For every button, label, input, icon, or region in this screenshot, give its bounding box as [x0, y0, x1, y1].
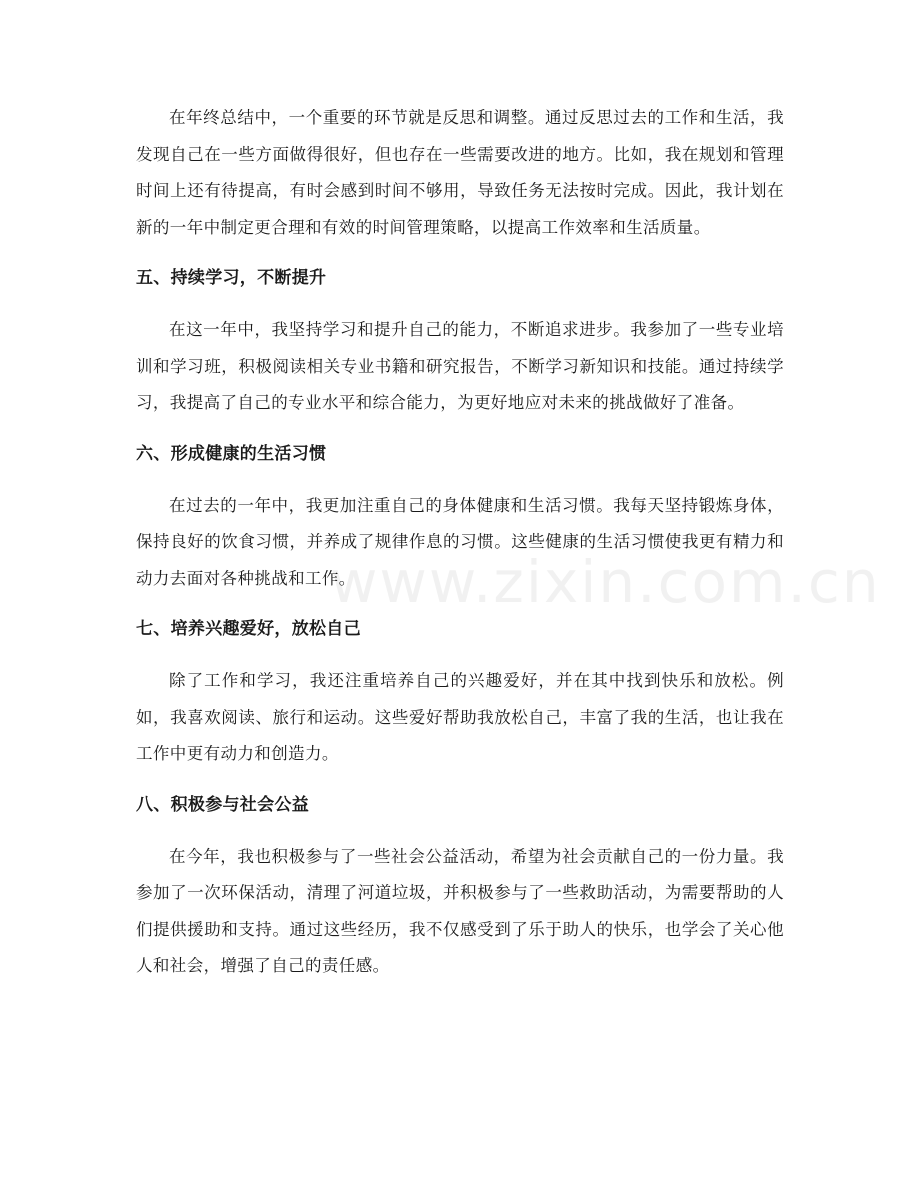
paragraph-reflection: 在年终总结中，一个重要的环节就是反思和调整。通过反思过去的工作和生活，我发现自己在一些方面做得很好，但也存在一些需要改进的地方。比如，我在规划和管理时间上还有待提高，有时会感到时间不够用，导致任务无法按时完成。因此，我计划在新的一年中制定更合理和有效的时间管理策略，以提高工作效率和生活质量。 [136, 108, 784, 237]
heading-hobbies: 七、培养兴趣爱好，放松自己 [136, 619, 361, 639]
heading-healthy-habits: 六、形成健康的生活习惯 [136, 443, 327, 464]
paragraph-hobbies: 除了工作和学习，我还注重培养自己的兴趣爱好，并在其中找到快乐和放松。例如，我喜欢阅读、旅行和运动。这些爱好帮助我放松自己，丰富了我的生活，也让我在工作中更有动力和创造力。 [136, 671, 784, 763]
document-page [136, 100, 784, 985]
paragraph-healthy-habits: 在过去的一年中，我更加注重自己的身体健康和生活习惯。我每天坚持锻炼身体，保持良好的饮食习惯，并养成了规律作息的习惯。这些健康的生活习惯使我更有精力和动力去面对各种挑战和工作。 [136, 495, 784, 588]
heading-public-welfare: 八、积极参与社会公益 [136, 794, 309, 815]
heading-continuous-learning: 五、持续学习，不断提升 [136, 268, 327, 288]
paragraph-continuous-learning: 在这一年中，我坚持学习和提升自己的能力，不断追求进步。我参加了一些专业培训和学习班，积极阅读相关专业书籍和研究报告，不断学习新知识和技能。通过持续学习，我提高了自己的专业水平和综合能力，为更好地应对未来的挑战做好了准备。 [136, 320, 784, 412]
watermark: www.zixin.com.cn [330, 548, 881, 616]
paragraph-public-welfare: 在今年，我也积极参与了一些社会公益活动，希望为社会贡献自己的一份力量。我参加了一次环保活动，清理了河道垃圾，并积极参与了一些救助活动，为需要帮助的人们提供援助和支持。通过这些经历，我不仅感受到了乐于助人的快乐，也学会了关心他人和社会，增强了自己的责任感。 [136, 846, 784, 975]
